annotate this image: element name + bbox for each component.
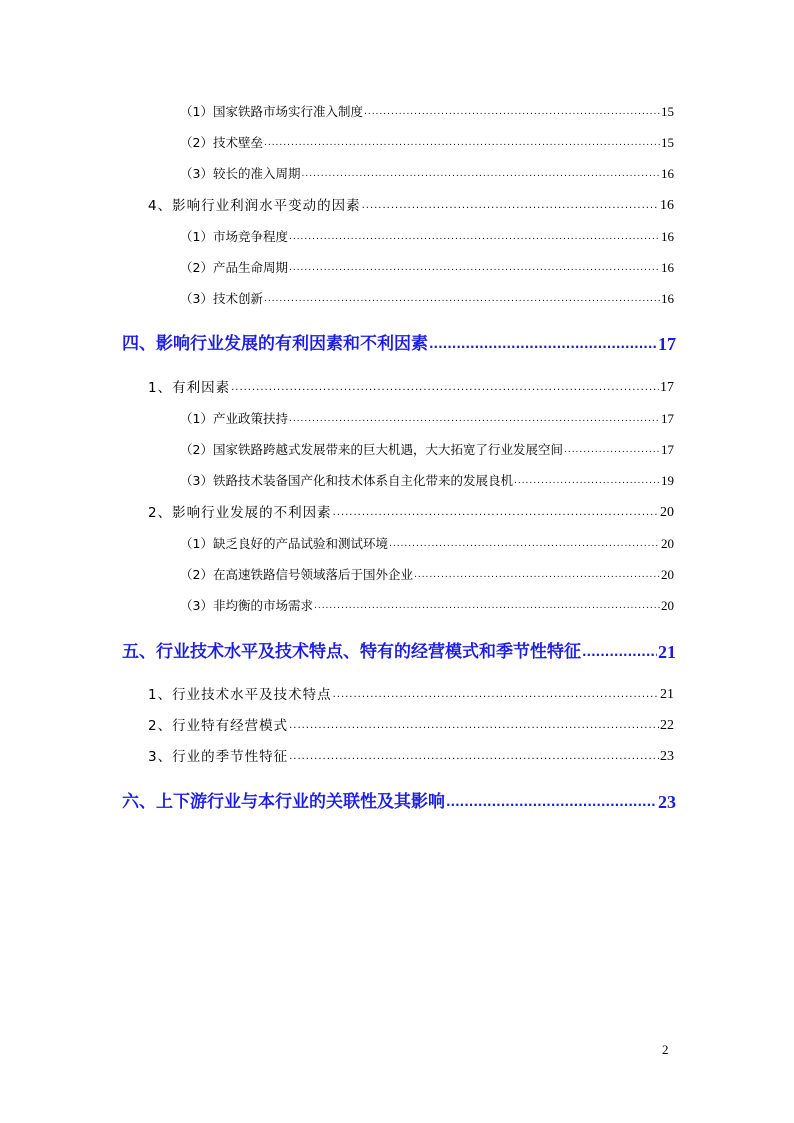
toc-entry-title: （1）国家铁路市场实行准入制度	[180, 104, 363, 119]
toc-leader-dots	[364, 102, 660, 122]
toc-leader-dots	[289, 747, 659, 767]
toc-entry[interactable]	[180, 258, 674, 278]
toc-entry[interactable]	[180, 289, 674, 309]
toc-leader-dots	[264, 133, 660, 153]
toc-entry[interactable]	[180, 440, 674, 460]
toc-entry-page: 16	[660, 198, 674, 213]
toc-entry-title: 四、影响行业发展的有利因素和不利因素	[122, 334, 428, 354]
toc-entry-title: 1、行业技术水平及技术特点	[148, 687, 332, 703]
toc-leader-dots	[301, 164, 660, 184]
toc-leader-dots	[314, 596, 660, 616]
toc-leader-dots	[389, 534, 660, 554]
toc-leader-dots	[582, 639, 657, 665]
toc-entry-page: 17	[658, 334, 676, 354]
toc-leader-dots	[429, 331, 657, 357]
page-number: 2	[662, 1042, 669, 1057]
toc-leader-dots	[289, 716, 659, 736]
toc-entry[interactable]	[148, 747, 674, 767]
toc-entry-title: 2、行业特有经营模式	[148, 718, 289, 734]
toc-leader-dots	[264, 289, 660, 309]
toc-entry-title: （3）技术创新	[180, 291, 263, 306]
toc-entry-title: （2）产品生命周期	[180, 260, 288, 275]
toc-entry-page: 21	[660, 687, 674, 702]
toc-entry-title: （1）缺乏良好的产品试验和测试环境	[180, 536, 388, 551]
toc-entry-title: 六、上下游行业与本行业的关联性及其影响	[122, 792, 445, 812]
toc-entry-title: （1）产业政策扶持	[180, 411, 288, 426]
toc-entry-title: （3）较长的准入周期	[180, 166, 301, 181]
toc-entry-page: 15	[661, 104, 674, 119]
toc-entry[interactable]	[148, 716, 674, 736]
toc-entry[interactable]	[180, 596, 674, 616]
toc-entry-page: 16	[661, 260, 674, 275]
toc-entry-page: 19	[661, 473, 674, 488]
toc-entry[interactable]	[180, 133, 674, 153]
toc-entry-page: 16	[661, 229, 674, 244]
toc-entry-title: （2）国家铁路跨越式发展带来的巨大机遇，大大拓宽了行业发展空间	[180, 442, 563, 457]
toc-leader-dots	[289, 258, 660, 278]
toc-leader-dots	[514, 471, 660, 491]
toc-leader-dots	[446, 789, 657, 815]
toc-chapter-entry[interactable]	[122, 639, 676, 665]
toc-entry-page: 15	[661, 135, 674, 150]
toc-leader-dots	[289, 227, 660, 247]
toc-leader-dots	[289, 409, 660, 429]
toc-entry-page: 20	[660, 505, 674, 520]
toc-leader-dots	[414, 565, 660, 585]
toc-entry[interactable]	[180, 471, 674, 491]
toc-leader-dots	[231, 378, 659, 398]
toc-entry-title: 4、影响行业利润水平变动的因素	[148, 198, 361, 214]
toc-entry-title: 1、有利因素	[148, 380, 231, 396]
toc-leader-dots	[564, 440, 660, 460]
toc-entry-page: 17	[661, 442, 674, 457]
toc-entry-title: 3、行业的季节性特征	[148, 749, 289, 765]
toc-leader-dots	[333, 503, 659, 523]
toc-entry-page: 21	[658, 642, 676, 662]
toc-entry-title: （2）在高速铁路信号领域落后于国外企业	[180, 567, 413, 582]
toc-chapter-entry[interactable]	[122, 789, 676, 815]
toc-entry-page: 23	[660, 749, 674, 764]
toc-entry-page: 20	[661, 598, 674, 613]
toc-entry-page: 17	[660, 380, 674, 395]
toc-entry[interactable]	[180, 409, 674, 429]
toc-entry-page: 16	[661, 166, 674, 181]
toc-entry-title: （2）技术壁垒	[180, 135, 263, 150]
toc-entry-page: 17	[661, 411, 674, 426]
toc-entry-title: （3）铁路技术装备国产化和技术体系自主化带来的发展良机	[180, 473, 513, 488]
toc-entry-title: （3）非均衡的市场需求	[180, 598, 313, 613]
toc-entry-page: 20	[661, 536, 674, 551]
toc-entry[interactable]	[180, 565, 674, 585]
toc-entry-page: 23	[658, 792, 676, 812]
toc-entry-title: （1）市场竞争程度	[180, 229, 288, 244]
toc-entry[interactable]	[180, 164, 674, 184]
toc-entry-title: 2、影响行业发展的不利因素	[148, 505, 332, 521]
toc-entry[interactable]	[148, 685, 674, 705]
toc-entry[interactable]	[148, 196, 674, 216]
toc-entry-page: 20	[661, 567, 674, 582]
toc-entry[interactable]	[180, 102, 674, 122]
toc-entry-page: 22	[660, 718, 674, 733]
toc-entry[interactable]	[180, 227, 674, 247]
toc-leader-dots	[333, 685, 659, 705]
toc-entry-title: 五、行业技术水平及技术特点、特有的经营模式和季节性特征	[122, 642, 581, 662]
toc-chapter-entry[interactable]	[122, 331, 676, 357]
toc-entry-page: 16	[661, 291, 674, 306]
toc-entry[interactable]	[148, 378, 674, 398]
toc-leader-dots	[362, 196, 659, 216]
toc-entry[interactable]	[148, 503, 674, 523]
toc-entry[interactable]	[180, 534, 674, 554]
